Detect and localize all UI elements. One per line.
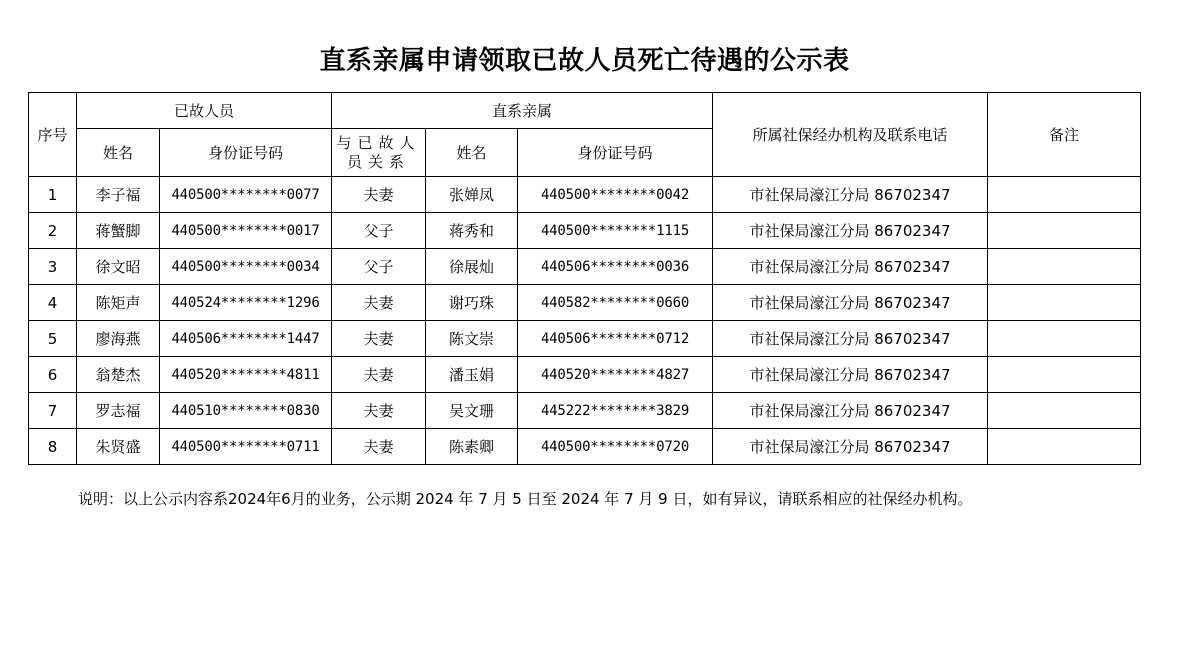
header-remark: 备注 — [988, 93, 1141, 177]
cell-relative-name: 陈素卿 — [426, 429, 518, 465]
cell-remark — [988, 393, 1141, 429]
cell-relationship: 夫妻 — [332, 177, 426, 213]
notice-table — [28, 92, 1141, 465]
header-deceased-id: 身份证号码 — [160, 129, 332, 177]
cell-relationship: 夫妻 — [332, 285, 426, 321]
header-deceased-group: 已故人员 — [77, 93, 332, 129]
cell-remark — [988, 429, 1141, 465]
header-seq: 序号 — [29, 93, 77, 177]
header-office: 所属社保经办机构及联系电话 — [713, 93, 988, 177]
cell-deceased-name: 罗志福 — [77, 393, 160, 429]
table-row — [29, 249, 1141, 285]
cell-deceased-name: 蒋蟹脚 — [77, 213, 160, 249]
cell-office: 市社保局濠江分局 86702347 — [713, 393, 988, 429]
cell-relationship: 夫妻 — [332, 357, 426, 393]
cell-relative-id: 440500********0720 — [518, 429, 713, 465]
cell-deceased-name: 徐文昭 — [77, 249, 160, 285]
cell-relative-id: 440506********0036 — [518, 249, 713, 285]
cell-deceased-id: 440520********4811 — [160, 357, 332, 393]
cell-office: 市社保局濠江分局 86702347 — [713, 357, 988, 393]
cell-relationship: 夫妻 — [332, 429, 426, 465]
cell-relative-id: 440500********0042 — [518, 177, 713, 213]
cell-deceased-id: 440500********0034 — [160, 249, 332, 285]
cell-deceased-id: 440524********1296 — [160, 285, 332, 321]
page-title: 直系亲属申请领取已故人员死亡待遇的公示表 — [319, 46, 850, 76]
cell-relative-name: 陈文崇 — [426, 321, 518, 357]
cell-relative-name: 蒋秀和 — [426, 213, 518, 249]
header-relative-group: 直系亲属 — [332, 93, 713, 129]
table-row — [29, 357, 1141, 393]
cell-remark — [988, 357, 1141, 393]
header-relative-id: 身份证号码 — [518, 129, 713, 177]
cell-seq: 7 — [29, 393, 77, 429]
cell-relative-name: 潘玉娟 — [426, 357, 518, 393]
cell-seq: 6 — [29, 357, 77, 393]
cell-relationship: 夫妻 — [332, 321, 426, 357]
cell-office: 市社保局濠江分局 86702347 — [713, 213, 988, 249]
cell-remark — [988, 321, 1141, 357]
cell-relative-name: 张婵凤 — [426, 177, 518, 213]
cell-relative-id: 440582********0660 — [518, 285, 713, 321]
cell-seq: 3 — [29, 249, 77, 285]
cell-relative-id: 440500********1115 — [518, 213, 713, 249]
cell-seq: 5 — [29, 321, 77, 357]
cell-deceased-id: 440500********0711 — [160, 429, 332, 465]
cell-remark — [988, 213, 1141, 249]
cell-relative-name: 吴文珊 — [426, 393, 518, 429]
header-deceased-name: 姓名 — [77, 129, 160, 177]
cell-seq: 2 — [29, 213, 77, 249]
cell-seq: 8 — [29, 429, 77, 465]
header-relationship: 与已故人员关系 — [332, 129, 426, 177]
table-row — [29, 321, 1141, 357]
cell-office: 市社保局濠江分局 86702347 — [713, 321, 988, 357]
cell-deceased-id: 440506********1447 — [160, 321, 332, 357]
table-row — [29, 393, 1141, 429]
table-row — [29, 429, 1141, 465]
cell-remark — [988, 249, 1141, 285]
footnote: 说明：以上公示内容系2024年6月的业务，公示期 2024 年 7 月 5 日至 2024 年 7 月 9 日，如有异议，请联系相应的社保经办机构。 — [78, 490, 973, 508]
cell-relative-id: 440520********4827 — [518, 357, 713, 393]
cell-seq: 1 — [29, 177, 77, 213]
table-row — [29, 213, 1141, 249]
cell-office: 市社保局濠江分局 86702347 — [713, 177, 988, 213]
cell-deceased-name: 廖海燕 — [77, 321, 160, 357]
cell-relative-id: 445222********3829 — [518, 393, 713, 429]
header-relative-name: 姓名 — [426, 129, 518, 177]
cell-relative-name: 徐展灿 — [426, 249, 518, 285]
cell-office: 市社保局濠江分局 86702347 — [713, 285, 988, 321]
cell-seq: 4 — [29, 285, 77, 321]
cell-remark — [988, 177, 1141, 213]
cell-remark — [988, 285, 1141, 321]
cell-relationship: 父子 — [332, 249, 426, 285]
cell-relationship: 父子 — [332, 213, 426, 249]
cell-deceased-name: 翁楚杰 — [77, 357, 160, 393]
cell-relationship: 夫妻 — [332, 393, 426, 429]
cell-deceased-name: 朱贤盛 — [77, 429, 160, 465]
cell-deceased-name: 陈矩声 — [77, 285, 160, 321]
header-row-1 — [29, 93, 1141, 129]
cell-deceased-id: 440510********0830 — [160, 393, 332, 429]
cell-relative-id: 440506********0712 — [518, 321, 713, 357]
cell-office: 市社保局濠江分局 86702347 — [713, 429, 988, 465]
cell-deceased-id: 440500********0077 — [160, 177, 332, 213]
table-row — [29, 285, 1141, 321]
cell-deceased-id: 440500********0017 — [160, 213, 332, 249]
cell-deceased-name: 李子福 — [77, 177, 160, 213]
table-row — [29, 177, 1141, 213]
cell-relative-name: 谢巧珠 — [426, 285, 518, 321]
cell-office: 市社保局濠江分局 86702347 — [713, 249, 988, 285]
